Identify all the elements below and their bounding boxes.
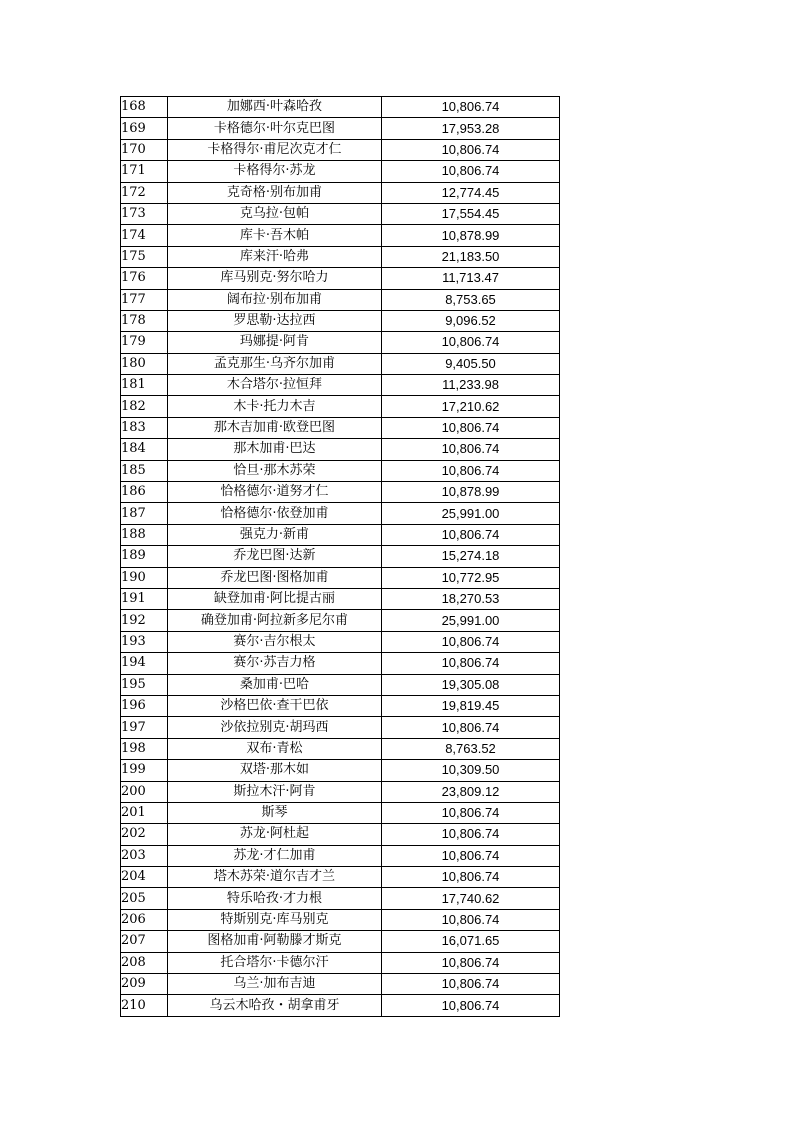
name-cell: 斯拉木汗·阿肯 (168, 781, 382, 802)
row-number-cell: 206 (121, 909, 168, 930)
name-cell: 乔龙巴图·达新 (168, 546, 382, 567)
payment-table (120, 96, 560, 1017)
table-row (121, 439, 560, 460)
table-row (121, 717, 560, 738)
amount-cell: 10,806.74 (382, 974, 560, 995)
name-cell: 卡格得尔·苏龙 (168, 161, 382, 182)
row-number-cell: 186 (121, 482, 168, 503)
table-row (121, 546, 560, 567)
table-row (121, 332, 560, 353)
row-number-cell: 173 (121, 203, 168, 224)
row-number-cell: 171 (121, 161, 168, 182)
table-row (121, 460, 560, 481)
row-number-cell: 195 (121, 674, 168, 695)
name-cell: 库马别克·努尔哈力 (168, 268, 382, 289)
amount-cell: 10,806.74 (382, 802, 560, 823)
amount-cell: 10,772.95 (382, 567, 560, 588)
amount-cell: 19,819.45 (382, 695, 560, 716)
amount-cell: 10,806.74 (382, 952, 560, 973)
row-number-cell: 210 (121, 995, 168, 1016)
name-cell: 乔龙巴图·图格加甫 (168, 567, 382, 588)
table-row (121, 995, 560, 1016)
table-row (121, 203, 560, 224)
table-row (121, 482, 560, 503)
amount-cell: 10,806.74 (382, 139, 560, 160)
table-row (121, 738, 560, 759)
row-number-cell: 198 (121, 738, 168, 759)
row-number-cell: 201 (121, 802, 168, 823)
row-number-cell: 197 (121, 717, 168, 738)
amount-cell: 9,405.50 (382, 353, 560, 374)
name-cell: 赛尔·苏吉力格 (168, 653, 382, 674)
table-row (121, 289, 560, 310)
table-row (121, 139, 560, 160)
amount-cell: 10,806.74 (382, 439, 560, 460)
name-cell: 苏龙·才仁加甫 (168, 845, 382, 866)
row-number-cell: 185 (121, 460, 168, 481)
row-number-cell: 207 (121, 931, 168, 952)
name-cell: 木合塔尔·拉恒拜 (168, 375, 382, 396)
row-number-cell: 179 (121, 332, 168, 353)
row-number-cell: 196 (121, 695, 168, 716)
table-row (121, 310, 560, 331)
table-row (121, 695, 560, 716)
table-row (121, 353, 560, 374)
table-row (121, 161, 560, 182)
amount-cell: 17,953.28 (382, 118, 560, 139)
row-number-cell: 208 (121, 952, 168, 973)
amount-cell: 10,806.74 (382, 524, 560, 545)
amount-cell: 17,554.45 (382, 203, 560, 224)
table-row (121, 118, 560, 139)
table-row (121, 781, 560, 802)
amount-cell: 23,809.12 (382, 781, 560, 802)
name-cell: 特斯别克·库马别克 (168, 909, 382, 930)
row-number-cell: 187 (121, 503, 168, 524)
table-row (121, 503, 560, 524)
amount-cell: 10,806.74 (382, 631, 560, 652)
name-cell: 库来汗·哈弗 (168, 246, 382, 267)
table-row (121, 653, 560, 674)
row-number-cell: 200 (121, 781, 168, 802)
row-number-cell: 180 (121, 353, 168, 374)
table-row (121, 974, 560, 995)
amount-cell: 8,763.52 (382, 738, 560, 759)
amount-cell: 10,806.74 (382, 417, 560, 438)
amount-cell: 10,806.74 (382, 909, 560, 930)
amount-cell: 10,806.74 (382, 653, 560, 674)
amount-cell: 8,753.65 (382, 289, 560, 310)
name-cell: 斯琴 (168, 802, 382, 823)
row-number-cell: 202 (121, 824, 168, 845)
row-number-cell: 194 (121, 653, 168, 674)
amount-cell: 16,071.65 (382, 931, 560, 952)
row-number-cell: 183 (121, 417, 168, 438)
table-body (121, 97, 560, 1017)
name-cell: 双塔·那木如 (168, 760, 382, 781)
table-row (121, 931, 560, 952)
row-number-cell: 191 (121, 588, 168, 609)
name-cell: 卡格德尔·叶尔克巴图 (168, 118, 382, 139)
name-cell: 缺登加甫·阿比提古丽 (168, 588, 382, 609)
amount-cell: 10,806.74 (382, 845, 560, 866)
row-number-cell: 204 (121, 867, 168, 888)
table-row (121, 246, 560, 267)
row-number-cell: 182 (121, 396, 168, 417)
table-row (121, 567, 560, 588)
amount-cell: 10,309.50 (382, 760, 560, 781)
table-row (121, 888, 560, 909)
row-number-cell: 174 (121, 225, 168, 246)
name-cell: 卡格得尔·甫尼次克才仁 (168, 139, 382, 160)
row-number-cell: 181 (121, 375, 168, 396)
name-cell: 强克力·新甫 (168, 524, 382, 545)
table-row (121, 760, 560, 781)
name-cell: 克乌拉·包帕 (168, 203, 382, 224)
amount-cell: 17,740.62 (382, 888, 560, 909)
row-number-cell: 176 (121, 268, 168, 289)
row-number-cell: 203 (121, 845, 168, 866)
table-row (121, 610, 560, 631)
amount-cell: 11,233.98 (382, 375, 560, 396)
amount-cell: 11,713.47 (382, 268, 560, 289)
table-row (121, 909, 560, 930)
row-number-cell: 177 (121, 289, 168, 310)
table-row (121, 417, 560, 438)
name-cell: 孟克那生·乌齐尔加甫 (168, 353, 382, 374)
name-cell: 阔布拉·别布加甫 (168, 289, 382, 310)
row-number-cell: 190 (121, 567, 168, 588)
name-cell: 沙格巴依·查干巴依 (168, 695, 382, 716)
table-row (121, 268, 560, 289)
row-number-cell: 169 (121, 118, 168, 139)
table-row (121, 952, 560, 973)
table-row (121, 867, 560, 888)
row-number-cell: 189 (121, 546, 168, 567)
table-row (121, 97, 560, 118)
name-cell: 特乐哈孜·才力根 (168, 888, 382, 909)
row-number-cell: 170 (121, 139, 168, 160)
amount-cell: 10,878.99 (382, 225, 560, 246)
name-cell: 图格加甫·阿勒滕才斯克 (168, 931, 382, 952)
name-cell: 塔木苏荣·道尔吉才兰 (168, 867, 382, 888)
table-row (121, 802, 560, 823)
row-number-cell: 192 (121, 610, 168, 631)
amount-cell: 21,183.50 (382, 246, 560, 267)
name-cell: 沙依拉别克·胡玛西 (168, 717, 382, 738)
table-row (121, 674, 560, 695)
row-number-cell: 172 (121, 182, 168, 203)
row-number-cell: 168 (121, 97, 168, 118)
table-row (121, 524, 560, 545)
table-row (121, 845, 560, 866)
table-row (121, 182, 560, 203)
row-number-cell: 188 (121, 524, 168, 545)
name-cell: 恰旦·那木苏荣 (168, 460, 382, 481)
name-cell: 库卡·吾木帕 (168, 225, 382, 246)
table-row (121, 588, 560, 609)
name-cell: 双布·青松 (168, 738, 382, 759)
amount-cell: 10,806.74 (382, 460, 560, 481)
row-number-cell: 184 (121, 439, 168, 460)
table-row (121, 375, 560, 396)
name-cell: 恰格德尔·道努才仁 (168, 482, 382, 503)
table-row (121, 631, 560, 652)
table-row (121, 824, 560, 845)
name-cell: 确登加甫·阿拉新多尼尔甫 (168, 610, 382, 631)
amount-cell: 15,274.18 (382, 546, 560, 567)
name-cell: 那木吉加甫·欧登巴图 (168, 417, 382, 438)
amount-cell: 25,991.00 (382, 503, 560, 524)
name-cell: 玛娜提·阿肯 (168, 332, 382, 353)
amount-cell: 10,878.99 (382, 482, 560, 503)
name-cell: 苏龙·阿杜起 (168, 824, 382, 845)
row-number-cell: 193 (121, 631, 168, 652)
row-number-cell: 205 (121, 888, 168, 909)
row-number-cell: 178 (121, 310, 168, 331)
name-cell: 恰格德尔·依登加甫 (168, 503, 382, 524)
row-number-cell: 209 (121, 974, 168, 995)
amount-cell: 17,210.62 (382, 396, 560, 417)
table-row (121, 396, 560, 417)
amount-cell: 10,806.74 (382, 161, 560, 182)
name-cell: 克奇格·别布加甫 (168, 182, 382, 203)
name-cell: 赛尔·吉尔根太 (168, 631, 382, 652)
amount-cell: 19,305.08 (382, 674, 560, 695)
amount-cell: 10,806.74 (382, 332, 560, 353)
table-row (121, 225, 560, 246)
row-number-cell: 175 (121, 246, 168, 267)
name-cell: 乌云木哈孜・胡拿甫牙 (168, 995, 382, 1016)
amount-cell: 10,806.74 (382, 97, 560, 118)
amount-cell: 10,806.74 (382, 995, 560, 1016)
amount-cell: 25,991.00 (382, 610, 560, 631)
name-cell: 木卡·托力木吉 (168, 396, 382, 417)
row-number-cell: 199 (121, 760, 168, 781)
amount-cell: 18,270.53 (382, 588, 560, 609)
name-cell: 桑加甫·巴哈 (168, 674, 382, 695)
name-cell: 加娜西·叶森哈孜 (168, 97, 382, 118)
amount-cell: 10,806.74 (382, 867, 560, 888)
amount-cell: 9,096.52 (382, 310, 560, 331)
amount-cell: 12,774.45 (382, 182, 560, 203)
amount-cell: 10,806.74 (382, 717, 560, 738)
name-cell: 那木加甫·巴达 (168, 439, 382, 460)
name-cell: 托合塔尔·卡德尔汗 (168, 952, 382, 973)
amount-cell: 10,806.74 (382, 824, 560, 845)
name-cell: 罗思勒·达拉西 (168, 310, 382, 331)
name-cell: 乌兰·加布吉迪 (168, 974, 382, 995)
